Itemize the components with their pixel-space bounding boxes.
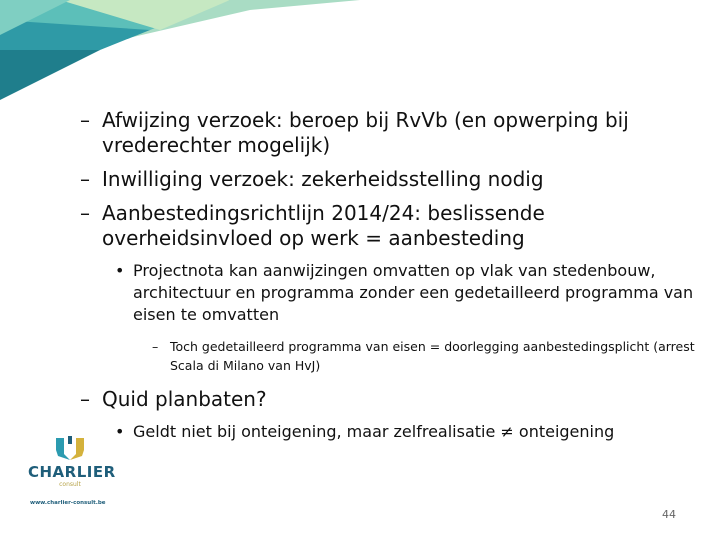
logo-subtitle: consult (59, 481, 81, 488)
logo-mark-icon (52, 436, 88, 462)
charlier-logo (28, 436, 116, 488)
page-number: 44 (662, 508, 676, 521)
bullet-text: Quid planbaten? (102, 387, 267, 411)
bullet-text: Afwijzing verzoek: beroep bij RvVb (en opwerping bij vrederechter mogelijk) (102, 108, 629, 157)
bullet-marker: • (115, 422, 125, 441)
sub-bullet-item-2 (76, 421, 696, 443)
bullet-marker: • (115, 261, 125, 280)
slide-content (76, 108, 696, 454)
logo-url: www.charlier-consult.be (30, 500, 106, 506)
bullet-item-2 (76, 167, 696, 192)
bullet-item-3 (76, 201, 696, 251)
dash-marker: – (152, 339, 159, 354)
bullet-text: Projectnota kan aanwijzingen omvatten op vlak van stedenbouw, architectuur en programma zonder een gedetailleerd programma van eisen te omvatten (133, 261, 694, 324)
bullet-text: Toch gedetailleerd programma van eisen = doorlegging aanbestedingsplicht (arrest Scala di Milano van HvJ) (170, 339, 695, 373)
bullet-item-4 (76, 387, 696, 412)
dash-marker: – (80, 387, 90, 411)
bullet-text: Geldt niet bij onteigening, maar zelfrealisatie ≠ onteigening (133, 422, 615, 441)
bullet-text: Inwilliging verzoek: zekerheidsstelling nodig (102, 167, 544, 191)
logo-name: CHARLIER (28, 463, 116, 481)
sub-bullet-item-1 (76, 260, 696, 326)
header-decoration (0, 0, 360, 100)
bullet-text: Aanbestedingsrichtlijn 2014/24: beslissende overheidsinvloed op werk = aanbesteding (102, 201, 545, 250)
sub-sub-bullet-item-1 (76, 337, 696, 375)
bullet-item-1 (76, 108, 696, 158)
dash-marker: – (80, 201, 90, 225)
dash-marker: – (80, 108, 90, 132)
dash-marker: – (80, 167, 90, 191)
